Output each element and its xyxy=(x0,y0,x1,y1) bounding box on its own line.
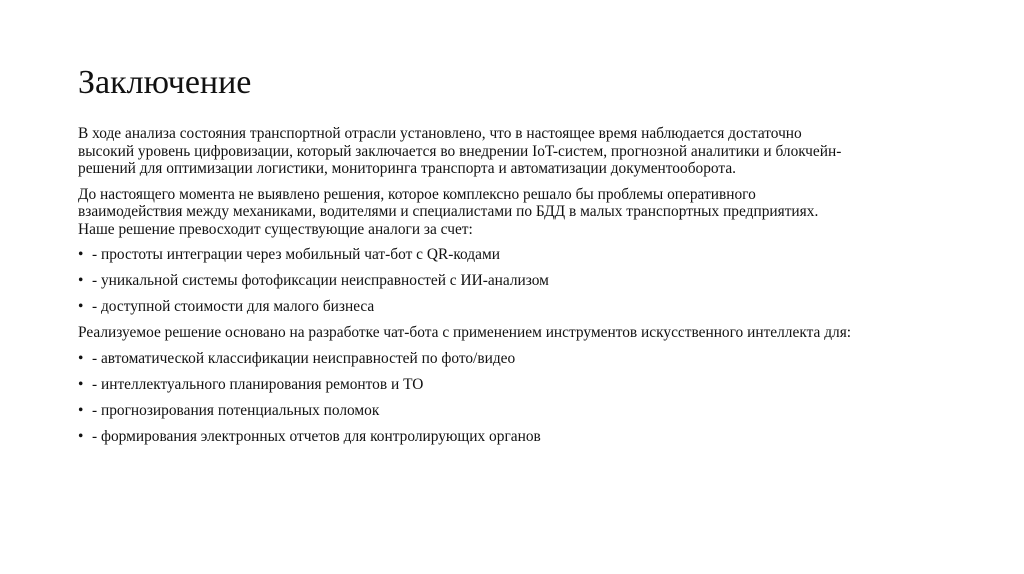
bullet-icon: • xyxy=(78,298,84,315)
implementation-line: Реализуемое решение основано на разработке чат-бота с применением инструментов искусственного интеллекта для: xyxy=(78,324,852,341)
intro-paragraph xyxy=(78,125,958,178)
list-item-text: - формирования электронных отчетов для контролирующих органов xyxy=(92,427,541,445)
bullet-icon: • xyxy=(78,246,84,263)
problem-paragraph xyxy=(78,186,958,239)
bullet-icon: • xyxy=(78,272,84,289)
bullet-icon: • xyxy=(78,401,84,419)
list-item-text: - интеллектуального планирования ремонтов и ТО xyxy=(92,375,424,393)
list-item xyxy=(78,428,958,446)
bullet-icon: • xyxy=(78,349,84,367)
slide-body xyxy=(78,125,958,454)
implementation-paragraph xyxy=(78,324,958,342)
slide-title: Заключение xyxy=(78,64,252,101)
intro-line: высокий уровень цифровизации, который заключается во внедрении IoT-систем, прогнозной аналитики и блокчейн- xyxy=(78,142,842,160)
list-item-text: - автоматической классификации неисправностей по фото/видео xyxy=(92,349,516,367)
list-item-text: - прогнозирования потенциальных поломок xyxy=(92,401,380,419)
bullet-icon: • xyxy=(78,427,84,445)
list-item-text: - простоты интеграции через мобильный чат-бот с QR-кодами xyxy=(92,246,500,263)
bullet-icon: • xyxy=(78,375,84,393)
intro-line: решений для оптимизации логистики, мониторинга транспорта и автоматизации документооборота. xyxy=(78,160,737,177)
features-list xyxy=(78,350,958,446)
list-item xyxy=(78,298,958,316)
list-item xyxy=(78,376,958,394)
list-item-text: - доступной стоимости для малого бизнеса xyxy=(92,298,375,315)
list-item-text: - уникальной системы фотофиксации неисправностей с ИИ-анализом xyxy=(92,272,549,289)
list-item xyxy=(78,246,958,264)
problem-line: До настоящего момента не выявлено решения, которое комплексно решало бы проблемы оперативного xyxy=(78,185,756,203)
list-item xyxy=(78,402,958,420)
intro-line: В ходе анализа состояния транспортной отрасли установлено, что в настоящее время наблюдается достаточно xyxy=(78,125,802,142)
list-item xyxy=(78,350,958,368)
problem-line: взаимодействия между механиками, водителями и специалистами по БДД в малых транспортных предприятиях. xyxy=(78,203,819,220)
problem-line: Наше решение превосходит существующие аналоги за счет: xyxy=(78,220,473,238)
advantages-list xyxy=(78,246,958,316)
list-item xyxy=(78,272,958,290)
